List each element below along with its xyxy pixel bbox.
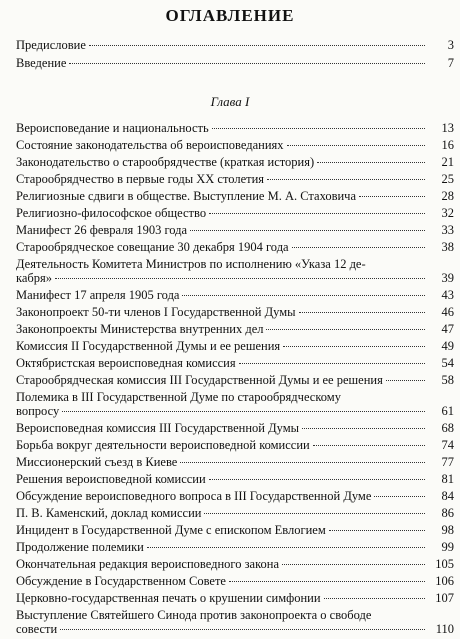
dot-leader: [55, 278, 425, 279]
toc-entry-title: П. В. Каменский, доклад комиссии: [16, 506, 202, 520]
toc-entry-page: 54: [441, 356, 454, 370]
dot-leader: [190, 230, 425, 231]
dot-leader: [209, 213, 425, 214]
toc-entry: [16, 305, 454, 319]
toc-entry: [16, 223, 454, 237]
toc-entry: [16, 373, 454, 387]
dot-leader: [313, 445, 425, 446]
dot-leader: [69, 63, 425, 64]
toc-entry-title: Решения вероисповедной комиссии: [16, 472, 206, 486]
toc-entry-page: 74: [441, 438, 454, 452]
toc-entry-title: Вероисповедание и национальность: [16, 121, 209, 135]
toc-entry-page: 28: [441, 189, 454, 203]
page-title: ОГЛАВЛЕНИЕ: [165, 6, 295, 25]
dot-leader: [182, 295, 425, 296]
toc-entry-page: 32: [441, 206, 454, 220]
dot-leader: [282, 564, 425, 565]
dot-leader: [317, 162, 425, 163]
toc-entry-page: 49: [441, 339, 454, 353]
toc-entry-page: 106: [435, 574, 454, 588]
toc-entry: [16, 121, 454, 135]
dot-leader: [299, 312, 425, 313]
toc-entry-title: Законодательство о старообрядчестве (краткая история): [16, 155, 315, 169]
dot-leader: [267, 179, 425, 180]
dot-leader: [209, 479, 425, 480]
toc-entry-title: Предисловие: [16, 38, 86, 52]
toc-entry-title: Комиссия II Государственной Думы и ее решения: [16, 339, 281, 353]
toc-entry-page: 16: [441, 138, 454, 152]
toc-entry: [16, 257, 454, 285]
front-matter-list: [16, 38, 454, 74]
toc-entry-page: 61: [441, 404, 454, 418]
toc-entry: [16, 523, 454, 537]
toc-entry: [16, 472, 454, 486]
toc-entry-page: 43: [441, 288, 454, 302]
toc-entry: [16, 421, 454, 435]
toc-entry-page: 46: [441, 305, 454, 319]
toc-entry-title: Законопроекты Министерства внутренних дел: [16, 322, 264, 336]
dot-leader: [60, 629, 425, 630]
toc-entry-page: 58: [441, 373, 454, 387]
toc-entry-page: 7: [447, 56, 454, 70]
toc-entry: [16, 591, 454, 605]
dot-leader: [62, 411, 425, 412]
toc-entry-title-line1: Деятельность Комитета Министров по исполнению «Указа 12 де-: [16, 257, 366, 271]
dot-leader: [147, 547, 425, 548]
toc-entry-title: Старообрядческое совещание 30 декабря 1904 года: [16, 240, 289, 254]
dot-leader: [292, 247, 425, 248]
toc-entry-page: 107: [435, 591, 454, 605]
dot-leader: [302, 428, 425, 429]
toc-entry-page: 105: [435, 557, 454, 571]
toc-entry: [16, 356, 454, 370]
toc-entry-page: 13: [441, 121, 454, 135]
dot-leader: [359, 196, 425, 197]
toc-entry: [16, 540, 454, 554]
toc-entry-title: кабря»: [16, 271, 53, 285]
toc-entry-title-line1: Полемика в III Государственной Думе по старообрядческому: [16, 390, 341, 404]
dot-leader: [212, 128, 425, 129]
toc-entry: [16, 608, 454, 636]
toc-entry-page: 81: [441, 472, 454, 486]
dot-leader: [266, 329, 425, 330]
toc-entry-title: Введение: [16, 56, 67, 70]
toc-entry-title: Старообрядчество в первые годы XX столетия: [16, 172, 265, 186]
toc-entry-title: вопросу: [16, 404, 60, 418]
dot-leader: [283, 346, 425, 347]
dot-leader: [329, 530, 425, 531]
toc-entry: [16, 189, 454, 203]
toc-entry-page: 99: [441, 540, 454, 554]
toc-entry-page: 33: [441, 223, 454, 237]
toc-entry-page: 86: [441, 506, 454, 520]
toc-entry-title: Манифест 17 апреля 1905 года: [16, 288, 180, 302]
toc-entry-page: 84: [441, 489, 454, 503]
toc-entry: [16, 489, 454, 503]
toc-entry-page: 25: [441, 172, 454, 186]
toc-entry-title: Состояние законодательства об вероисповеданиях: [16, 138, 284, 152]
toc-entry-title: совести: [16, 622, 58, 636]
toc-entry-page: 47: [441, 322, 454, 336]
toc-entry: [16, 390, 454, 418]
toc-entry-page: 21: [441, 155, 454, 169]
toc-entry: [16, 506, 454, 520]
toc-list: [16, 121, 454, 639]
toc-entry-title: Продолжение полемики: [16, 540, 144, 554]
toc-entry: [16, 138, 454, 152]
toc-entry-page: 98: [441, 523, 454, 537]
toc-entry-page: 77: [441, 455, 454, 469]
toc-entry: [16, 574, 454, 588]
toc-entry: [16, 172, 454, 186]
chapter-heading: Глава I: [210, 94, 250, 109]
front-matter-entry: [16, 38, 454, 53]
toc-entry-title: Инцидент в Государственной Думе с епископом Евлогием: [16, 523, 326, 537]
toc-entry-page: 38: [441, 240, 454, 254]
dot-leader: [180, 462, 425, 463]
toc-entry-title: Окончательная редакция вероисповедного закона: [16, 557, 280, 571]
toc-entry: [16, 438, 454, 452]
toc-entry-page: 3: [447, 38, 454, 52]
toc-entry: [16, 557, 454, 571]
toc-entry-title: Вероисповедная комиссия III Государственной Думы: [16, 421, 300, 435]
toc-entry-title: Обсуждение в Государственном Совете: [16, 574, 226, 588]
dot-leader: [204, 513, 425, 514]
toc-entry: [16, 206, 454, 220]
toc-entry-title: Религиозно-философское общество: [16, 206, 207, 220]
toc-entry-page: 68: [441, 421, 454, 435]
toc-entry: [16, 322, 454, 336]
toc-entry-page: 39: [441, 271, 454, 285]
toc-entry: [16, 155, 454, 169]
toc-entry-title: Борьба вокруг деятельности вероисповедной комиссии: [16, 438, 310, 452]
toc-entry-title: Церковно-государственная печать о крушении симфонии: [16, 591, 321, 605]
dot-leader: [239, 363, 425, 364]
toc-entry: [16, 339, 454, 353]
dot-leader: [386, 380, 425, 381]
toc-entry: [16, 240, 454, 254]
toc-entry: [16, 455, 454, 469]
toc-entry: [16, 288, 454, 302]
toc-entry-title: Миссионерский съезд в Киеве: [16, 455, 178, 469]
toc-entry-page: 110: [435, 622, 454, 636]
dot-leader: [287, 145, 425, 146]
dot-leader: [229, 581, 425, 582]
toc-entry-title: Законопроект 50-ти членов I Государственной Думы: [16, 305, 296, 319]
front-matter-entry: [16, 56, 454, 71]
toc-entry-title: Обсуждение вероисповедного вопроса в III Государственной Думе: [16, 489, 372, 503]
dot-leader: [324, 598, 425, 599]
toc-entry-title: Октябристская вероисповедная комиссия: [16, 356, 236, 370]
dot-leader: [374, 496, 425, 497]
toc-entry-title: Религиозные сдвиги в обществе. Выступление М. А. Стаховича: [16, 189, 357, 203]
toc-entry-title-line1: Выступление Святейшего Синода против законопроекта о свободе: [16, 608, 372, 622]
toc-entry-title: Старообрядческая комиссия III Государственной Думы и ее решения: [16, 373, 383, 387]
dot-leader: [89, 45, 425, 46]
toc-entry-title: Манифест 26 февраля 1903 года: [16, 223, 188, 237]
